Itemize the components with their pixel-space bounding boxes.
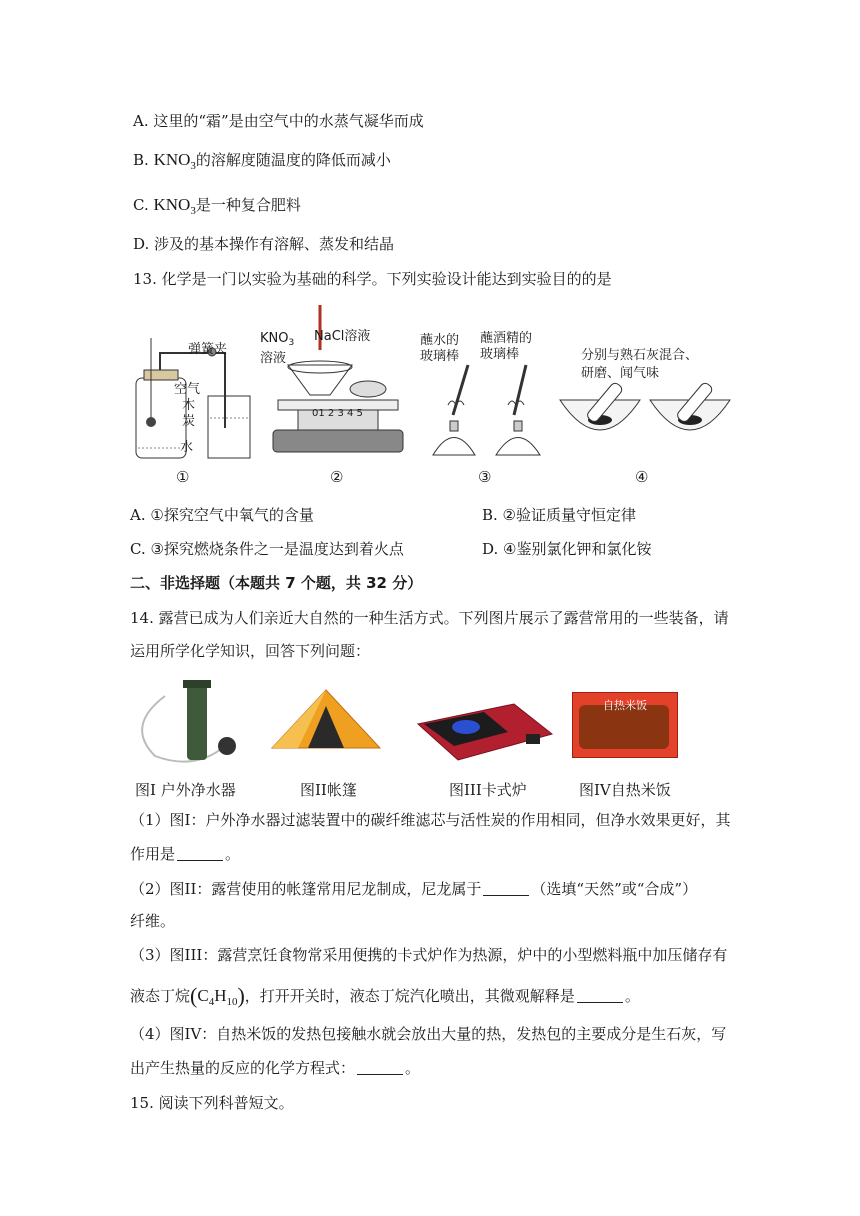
answer-blank[interactable] xyxy=(577,988,623,1003)
q13-option-c: C. ③探究燃烧条件之一是温度达到着火点 xyxy=(130,540,404,558)
formula-c: C xyxy=(197,986,209,1005)
formula-text: KNO xyxy=(260,331,289,346)
period: 。 xyxy=(405,1059,421,1077)
q13-option-d: D. ④鉴别氯化钾和氯化铵 xyxy=(482,540,652,558)
kno3-label xyxy=(260,331,294,348)
q13-option-a: A. ①探究空气中氧气的含量 xyxy=(130,506,314,524)
q14-part3-line-2 xyxy=(130,983,640,1012)
q14-part2-line-2: 纤维。 xyxy=(130,912,176,930)
formula-h: H xyxy=(214,986,227,1005)
formula-kno3 xyxy=(153,195,196,217)
answer-blank[interactable] xyxy=(483,881,529,896)
q12-option-b xyxy=(133,150,391,176)
formula-subscript: 10 xyxy=(226,996,238,1008)
paren-open: ( xyxy=(190,983,198,1008)
q14-part2-line-1 xyxy=(130,879,697,899)
butane-formula xyxy=(197,986,238,1008)
q12-option-a: A. 这里的“霜”是由空气中的水蒸气凝华而成 xyxy=(133,112,424,130)
prompt-text: （2）图II：露营使用的帐篷常用尼龙制成，尼龙属于 xyxy=(130,880,482,898)
tent-picture xyxy=(268,686,384,756)
q13-figure-3 xyxy=(418,325,558,493)
caption-rice: 图IV自热米饭 xyxy=(579,781,671,799)
nacl-label: NaCl溶液 xyxy=(314,329,371,344)
q14-part1-line-2 xyxy=(130,844,240,864)
q14-part3-line-1: （3）图III：露营烹饪食物常采用便携的卡式炉作为热源，炉中的小型燃料瓶中加压储存有 xyxy=(130,946,728,964)
formula-text: KNO xyxy=(153,150,191,169)
prompt-text-suffix: （选填“天然”或“合成”） xyxy=(531,880,698,898)
q13-figure-2 xyxy=(258,305,408,493)
caption-stove: 图III卡式炉 xyxy=(449,781,527,799)
q14-part4-line-1: （4）图IV：自热米饭的发热包接触水就会放出大量的热，发热包的主要成分是生石灰，写 xyxy=(130,1025,727,1043)
q14-part4-line-2 xyxy=(130,1058,420,1078)
q14-part1-line-1: （1）图I：户外净水器过滤装置中的碳纤维滤芯与活性炭的作用相同，但净水效果更好，其 xyxy=(130,811,731,829)
q13-figure-4 xyxy=(555,340,735,493)
clamp-label: 弹簧夹 xyxy=(188,342,228,357)
self-heating-rice-picture xyxy=(572,692,678,758)
caption-tent: 图II帐篷 xyxy=(300,781,357,799)
period: 。 xyxy=(225,845,241,863)
prompt-text: 出产生热量的反应的化学方程式： xyxy=(130,1059,356,1077)
figure-number: ② xyxy=(330,468,344,486)
prompt-text-suffix: ，打开开关时，液态丁烷汽化喷出，其微观解释是 xyxy=(244,987,575,1005)
formula-text: KNO xyxy=(153,195,191,214)
formula-subscript: 3 xyxy=(190,205,196,217)
figure-number: ④ xyxy=(635,468,649,486)
q15-stem: 15. 阅读下列科普短文。 xyxy=(130,1094,294,1112)
answer-blank[interactable] xyxy=(357,1060,403,1075)
tent-icon xyxy=(268,686,384,756)
q13-stem: 13. 化学是一门以实验为基础的科学。下列实验设计能达到实验目的的是 xyxy=(133,270,612,288)
q14-stem-line-2: 运用所学化学知识，回答下列问题： xyxy=(130,642,371,660)
q12-option-d: D. 涉及的基本操作有溶解、蒸发和结晶 xyxy=(133,235,395,253)
caption-water-filter: 图I 户外净水器 xyxy=(135,781,236,799)
water-filter-icon xyxy=(135,676,255,771)
water-filter-picture xyxy=(135,676,255,771)
stove-icon xyxy=(414,694,554,768)
option-text: 是一种复合肥料 xyxy=(195,196,301,214)
figure-number: ① xyxy=(176,468,190,486)
prompt-text: 液态丁烷 xyxy=(130,987,191,1005)
q13-figure-1 xyxy=(130,318,260,493)
formula-subscript: 4 xyxy=(208,996,215,1008)
formula-subscript: 3 xyxy=(190,160,196,172)
balance-scale-digits: 01 2 3 4 5 xyxy=(312,408,363,419)
alcohol-rod-label: 蘸酒精的 xyxy=(480,331,533,346)
prompt-text: 作用是 xyxy=(130,845,176,863)
q13-option-b: B. ②验证质量守恒定律 xyxy=(482,506,637,524)
formula-kno3 xyxy=(153,150,196,172)
paren-close: ) xyxy=(237,983,245,1008)
q12-option-c xyxy=(133,195,301,221)
period: 。 xyxy=(624,987,640,1005)
option-letter: B. xyxy=(133,151,154,169)
section-heading: 二、非选择题（本题共 7 个题，共 32 分） xyxy=(130,574,423,592)
solution-label: 溶液 xyxy=(260,351,287,366)
water-rod-label-2: 玻璃棒 xyxy=(420,349,460,364)
figure-number: ③ xyxy=(478,468,492,486)
mix-instruction-label: 分别与熟石灰混合、 xyxy=(581,348,699,363)
grind-instruction-label: 研磨、闻气味 xyxy=(581,366,660,381)
option-letter: C. xyxy=(133,196,154,214)
formula-subscript: 3 xyxy=(288,338,295,348)
charcoal-label: 木炭 xyxy=(182,398,196,429)
water-label: 水 xyxy=(180,440,194,455)
q14-stem-line-1: 14. 露营已成为人们亲近大自然的一种生活方式。下列图片展示了露营常用的一些装备，请 xyxy=(130,609,729,627)
option-text: 的溶解度随温度的降低而减小 xyxy=(195,151,391,169)
alcohol-rod-label-2: 玻璃棒 xyxy=(480,347,520,362)
rice-box-label: 自热米饭 xyxy=(603,699,647,712)
answer-blank[interactable] xyxy=(177,846,223,861)
stove-picture xyxy=(414,694,554,768)
water-rod-label: 蘸水的 xyxy=(420,333,460,348)
air-label: 空气 xyxy=(174,382,201,397)
